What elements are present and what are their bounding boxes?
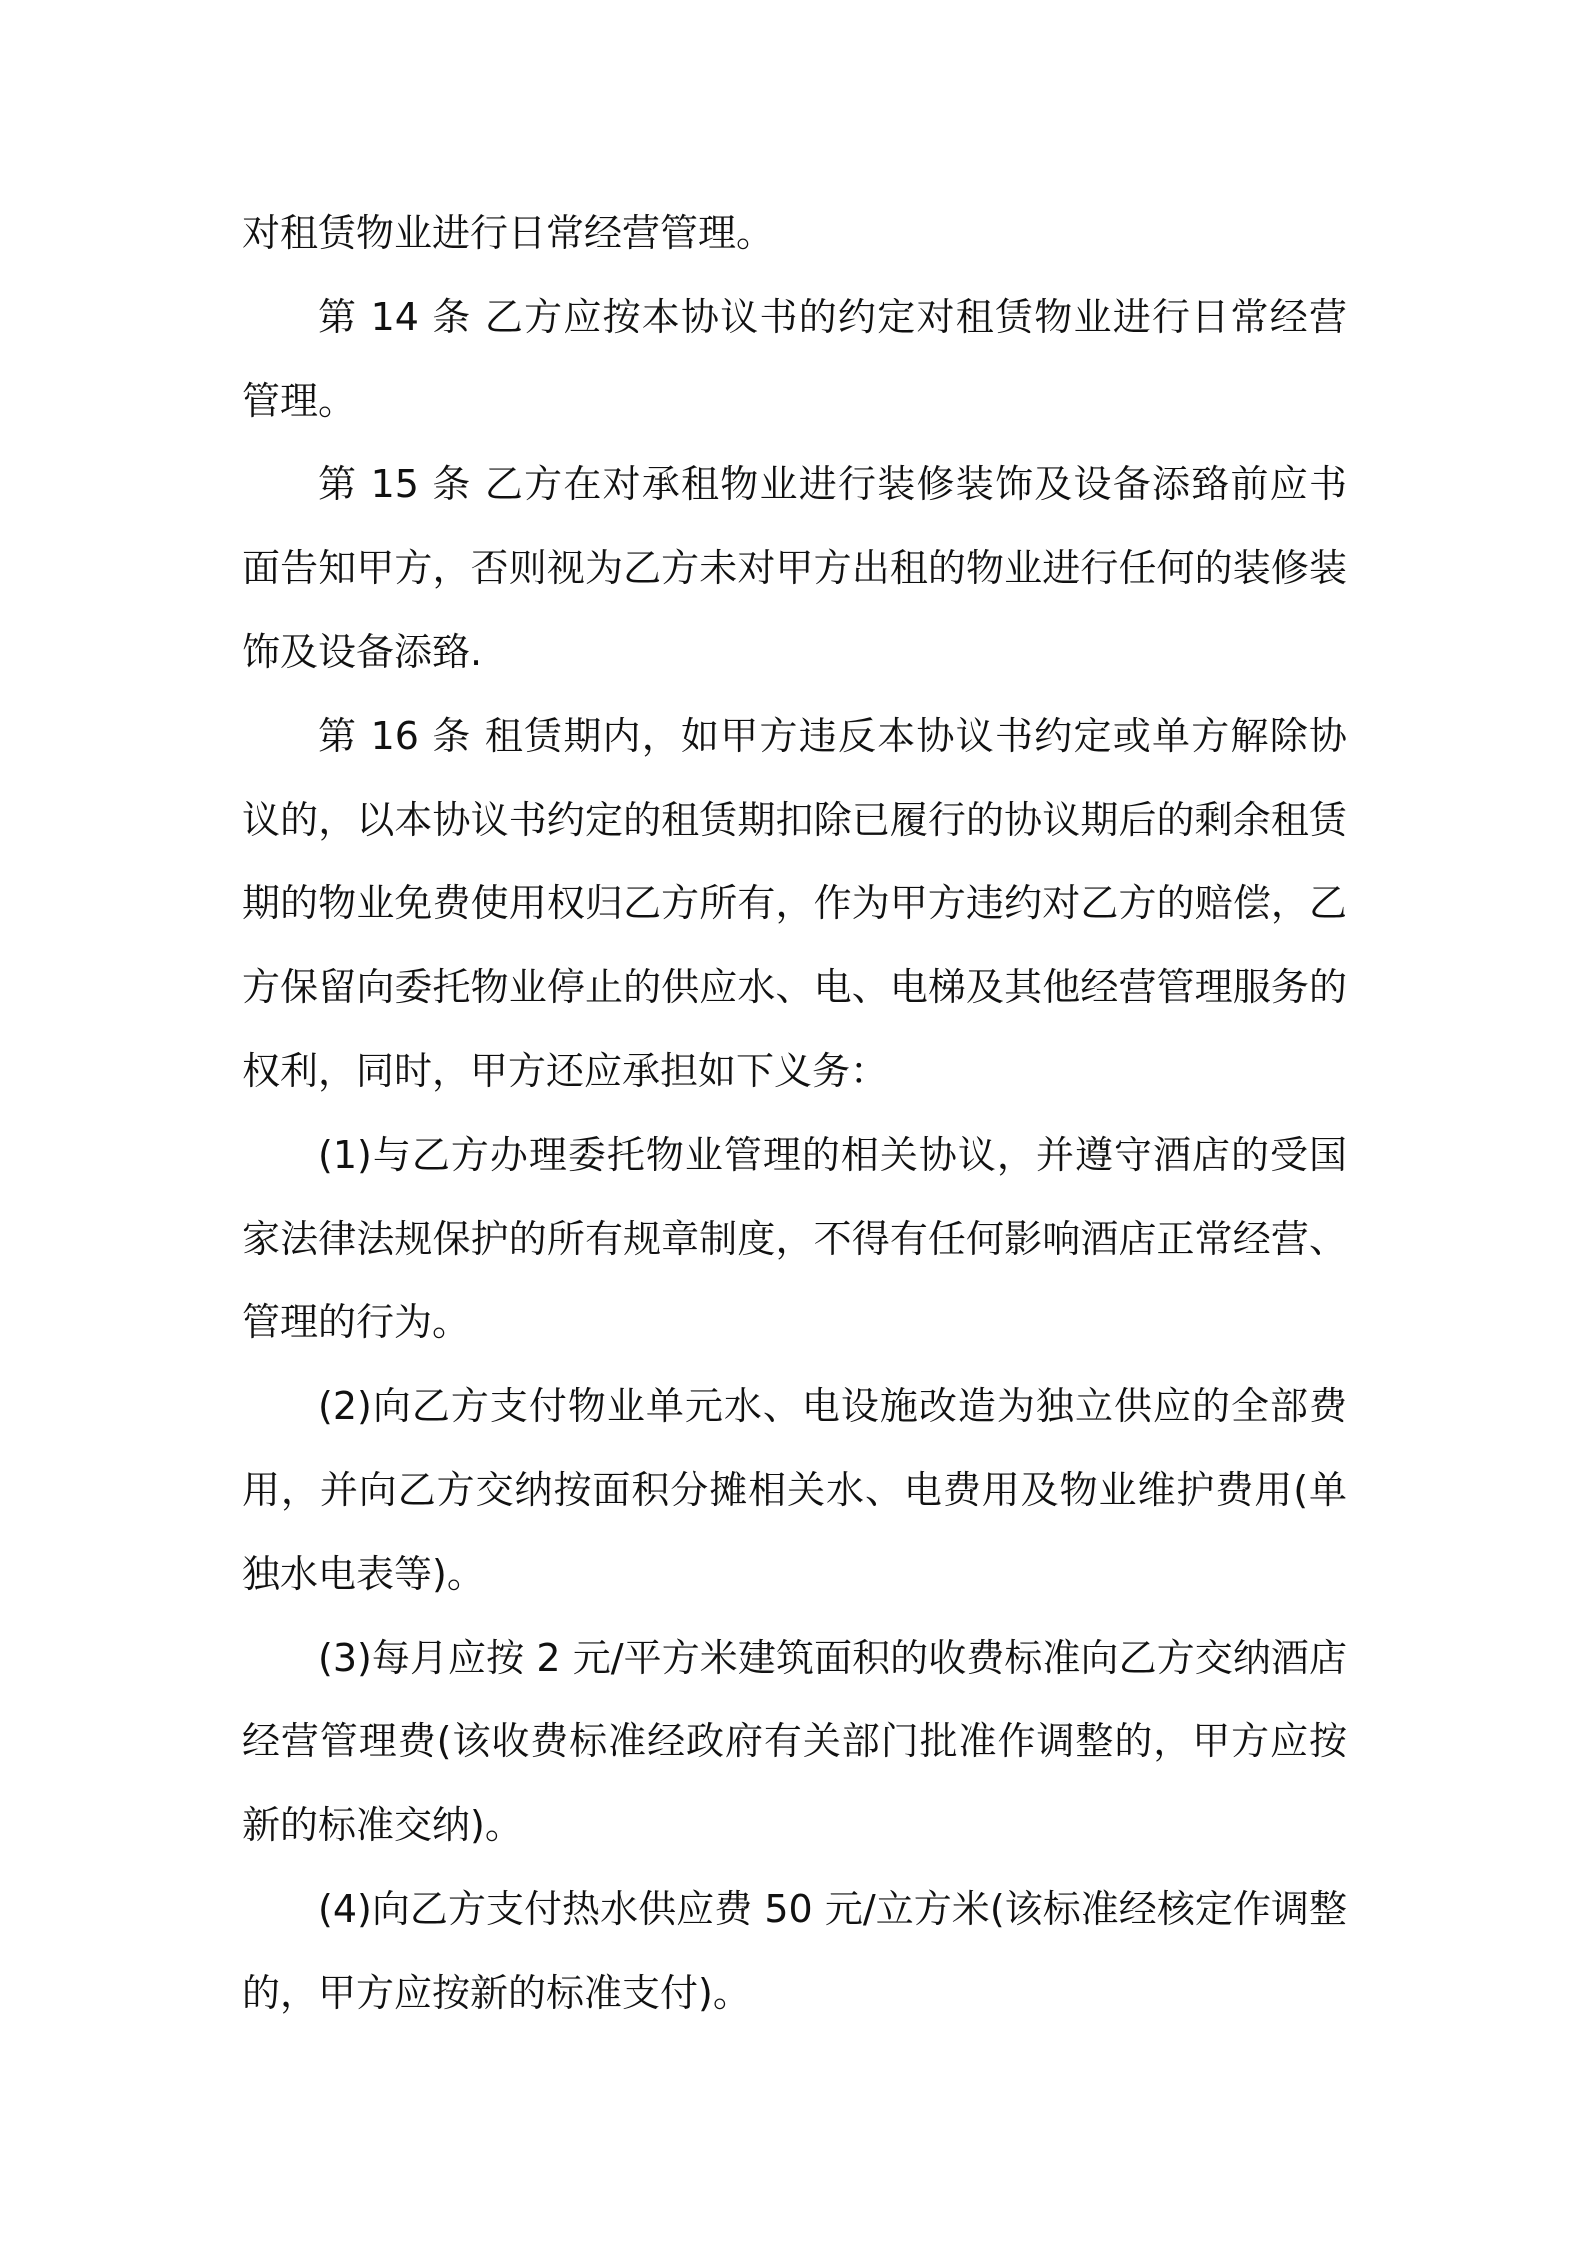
paragraph-article-15: 第 15 条 乙方在对承租物业进行装修装饰及设备添臵前应书面告知甲方，否则视为乙方未对甲方出租的物业进行任何的装修装饰及设备添臵. [242, 462, 1347, 674]
document-body [242, 192, 1347, 2036]
paragraph-item-4: (4)向乙方支付热水供应费 50 元/立方米(该标准经核定作调整的，甲方应按新的标准支付)。 [242, 1886, 1347, 2015]
paragraph-item-3: (3)每月应按 2 元/平方米建筑面积的收费标准向乙方交纳酒店经营管理费(该收费标准经政府有关部门批准作调整的，甲方应按新的标准交纳)。 [242, 1635, 1347, 1848]
paragraph-article-16: 第 16 条 租赁期内，如甲方违反本协议书约定或单方解除协议的，以本协议书约定的租赁期扣除已履行的协议期后的剩余租赁期的物业免费使用权归乙方所有，作为甲方违约对乙方的赔偿，乙方保留向委托物业停止的供应水、电、电梯及其他经营管理服务的权利，同时，甲方还应承担如下义务： [242, 713, 1347, 1093]
paragraph-item-2: (2)向乙方支付物业单元水、电设施改造为独立供应的全部费用，并向乙方交纳按面积分摊相关水、电费用及物业维护费用(单独水电表等)。 [242, 1384, 1347, 1596]
paragraph-article-14: 第 14 条 乙方应按本协议书的约定对租赁物业进行日常经营管理。 [242, 294, 1347, 423]
paragraph-continuation: 对租赁物业进行日常经营管理。 [242, 211, 775, 255]
paragraph-item-1: (1)与乙方办理委托物业管理的相关协议，并遵守酒店的受国家法律法规保护的所有规章制度，不得有任何影响酒店正常经营、管理的行为。 [242, 1132, 1347, 1345]
